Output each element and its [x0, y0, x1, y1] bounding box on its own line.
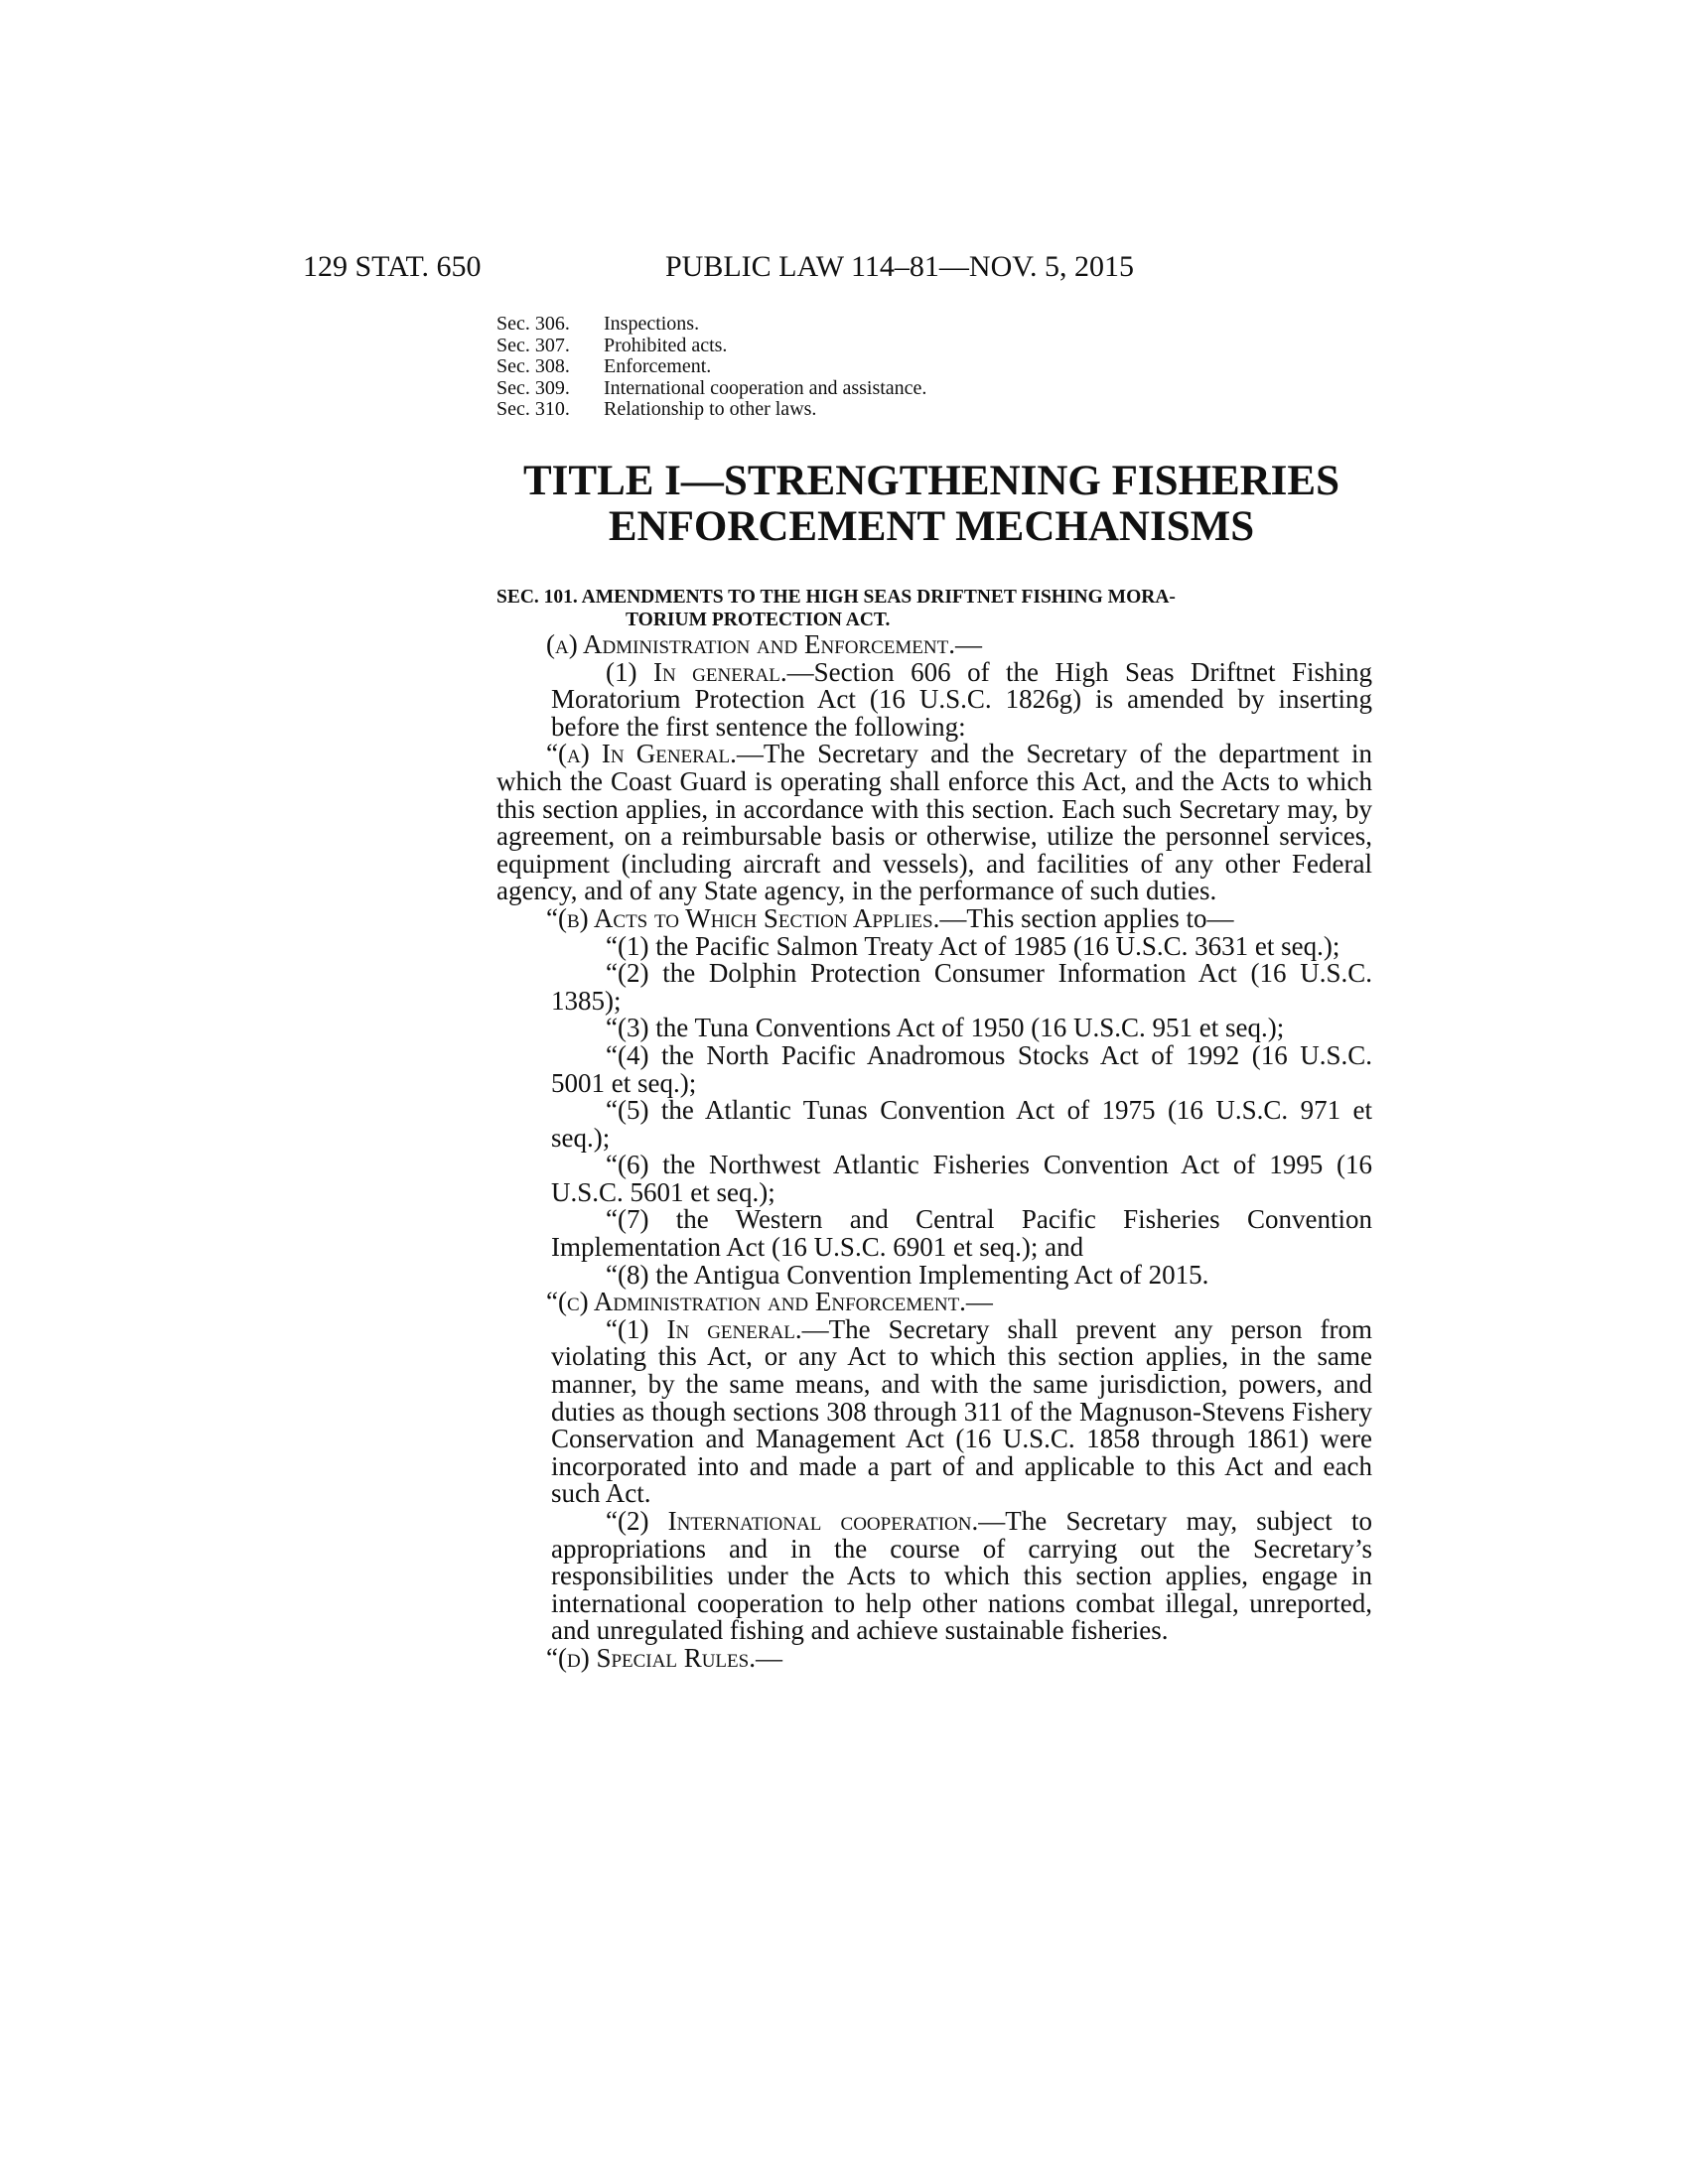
- public-law-citation: PUBLIC LAW 114–81—NOV. 5, 2015: [665, 250, 1135, 283]
- paragraph-text: —Section 606 of the High Seas Driftnet Fishing Moratorium Protection Act (16 U.S.C. 1826g) is amended by inserting before the first sentence the following:: [551, 656, 1372, 742]
- paragraph: [496, 741, 1372, 905]
- paragraph-text: —This section applies to—: [939, 902, 1234, 933]
- body-text: [496, 631, 1372, 1673]
- list-item: “(2) the Dolphin Protection Consumer Information Act (16 U.S.C. 1385);: [551, 958, 1372, 1016]
- paragraph-label: “(a) In General.: [546, 739, 737, 769]
- toc-number: Sec. 310.: [496, 398, 570, 420]
- toc-row: [496, 356, 926, 378]
- paragraph-label: “(b) Acts to Which Section Applies.: [546, 902, 940, 933]
- toc-label: Enforcement.: [604, 355, 712, 377]
- list-item: “(1) the Pacific Salmon Treaty Act of 1985 (16 U.S.C. 3631 et seq.);: [606, 930, 1340, 961]
- toc-row: [496, 336, 926, 357]
- toc-row: [496, 399, 926, 421]
- paragraph: [496, 1313, 1372, 1509]
- subsection-heading: “(d) Special Rules.—: [546, 1642, 782, 1673]
- title-heading: [494, 459, 1368, 550]
- paragraph-label: (1) In general.: [606, 656, 787, 687]
- toc-label: International cooperation and assistance.: [604, 376, 927, 399]
- paragraph: [496, 902, 1372, 933]
- section-heading-line: SEC. 101. AMENDMENTS TO THE HIGH SEAS DRIFTNET FISHING MORA-: [496, 587, 1176, 608]
- list-item: “(6) the Northwest Atlantic Fisheries Convention Act of 1995 (16 U.S.C. 5601 et seq.);: [551, 1150, 1372, 1207]
- paragraph-text: —The Secretary shall prevent any person from violating this Act, or any Act to which this section applies, in the same manner, by the same means, and with the same jurisdiction, powers, and duties as though sections 308 through 311 of the Magnuson-Stevens Fishery Conservation and Management Act (16 U.S.C. 1858 through 1861) were incorporated into and made a part of and applicable to this Act and each such Act.: [551, 1313, 1372, 1509]
- subsection-heading: “(c) Administration and Enforcement.—: [546, 1287, 993, 1317]
- paragraph: [496, 656, 1372, 742]
- toc-number: Sec. 308.: [496, 355, 570, 377]
- list-item: “(4) the North Pacific Anadromous Stocks Act of 1992 (16 U.S.C. 5001 et seq.);: [551, 1039, 1372, 1098]
- list-item: “(3) the Tuna Conventions Act of 1950 (16 U.S.C. 951 et seq.);: [606, 1013, 1285, 1043]
- toc-row: [496, 314, 926, 336]
- paragraph: [496, 1508, 1372, 1645]
- toc-label: Prohibited acts.: [604, 334, 728, 356]
- toc-number: Sec. 306.: [496, 313, 570, 335]
- statute-page-number: 129 STAT. 650: [303, 250, 482, 283]
- running-header: [0, 250, 1688, 290]
- subsection-heading: (a) Administration and Enforcement.—: [546, 629, 982, 659]
- toc-number: Sec. 307.: [496, 334, 570, 356]
- list-item: “(5) the Atlantic Tunas Convention Act of 1975 (16 U.S.C. 971 et seq.);: [551, 1095, 1372, 1153]
- paragraph-text: —The Secretary and the Secretary of the department in which the Coast Guard is operating shall enforce this Act, and the Acts to which this section applies, in accordance with this section. Each such Secretary may, by agreement, on a reimbursable basis or otherwise, utilize the personnel services, equipment (including aircraft and vessels), and facilities of any other Federal agency, and of any State agency, in the performance of such duties.: [496, 739, 1372, 906]
- section-heading-line: TORIUM PROTECTION ACT.: [626, 610, 891, 630]
- title-line: TITLE I—STRENGTHENING FISHERIES: [522, 458, 1340, 504]
- toc-label: Inspections.: [604, 313, 700, 335]
- toc-label: Relationship to other laws.: [604, 398, 817, 420]
- paragraph-text: —The Secretary may, subject to appropriations and in the course of carrying out the Secretary’s responsibilities under the Acts to which this section applies, engage in international cooperation to help other nations combat illegal, unreported, and unregulated fishing and achieve sustainable fisheries.: [551, 1506, 1372, 1646]
- title-line: ENFORCEMENT MECHANISMS: [608, 503, 1255, 550]
- paragraph-label: “(1) In general.: [606, 1313, 802, 1344]
- list-item: “(8) the Antigua Convention Implementing Act of 2015.: [606, 1259, 1209, 1290]
- toc-number: Sec. 309.: [496, 376, 570, 399]
- section-heading: [496, 586, 1372, 631]
- list-item: “(7) the Western and Central Pacific Fisheries Convention Implementation Act (16 U.S.C. 6901 et seq.); and: [551, 1204, 1372, 1263]
- paragraph-label: “(2) International cooperation.: [606, 1506, 979, 1536]
- toc-row: [496, 378, 926, 400]
- table-of-contents: [496, 314, 926, 421]
